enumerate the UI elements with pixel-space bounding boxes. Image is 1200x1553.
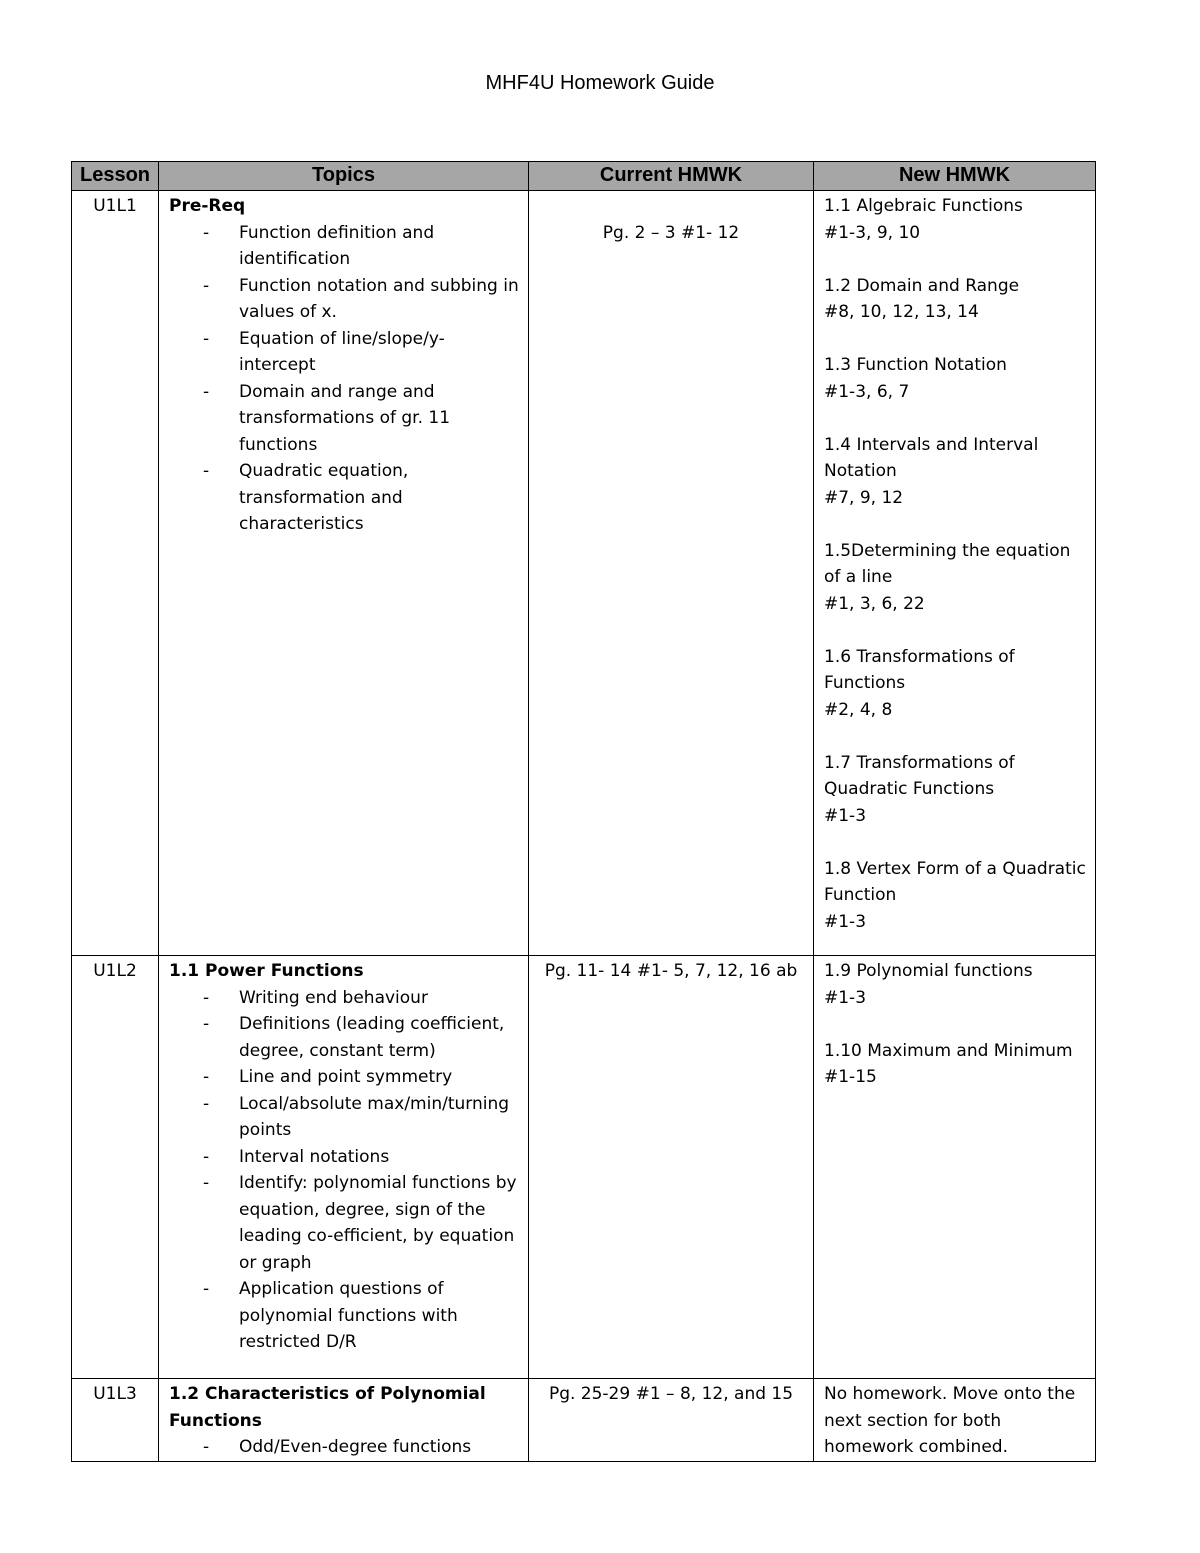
current-hmwk-cell <box>529 956 814 1379</box>
dash-bullet: - <box>203 1146 210 1167</box>
dash-bullet: - <box>203 222 210 243</box>
subtopic-text: Application questions of polynomial functions with restricted D/R <box>239 1279 458 1352</box>
subtopic-text: Odd/Even-degree functions <box>239 1437 472 1457</box>
subtopic-text: Definitions (leading coefficient, degree, constant term) <box>239 1014 505 1061</box>
subtopic-item <box>169 1011 520 1064</box>
assignment-block <box>824 538 1087 618</box>
topic-heading: 1.1 Power Functions <box>169 961 364 981</box>
subtopic-item <box>169 1144 520 1171</box>
dash-bullet: - <box>203 1437 210 1457</box>
subtopic-text: Interval notations <box>239 1146 390 1167</box>
subtopic-item <box>169 985 520 1012</box>
table-row <box>72 191 1096 956</box>
homework-table <box>71 161 1096 1462</box>
lesson-cell: U1L3 <box>72 1379 159 1462</box>
table-row <box>72 1379 1096 1462</box>
assignment-block <box>824 1038 1087 1091</box>
assignment-block <box>824 273 1087 326</box>
subtopic-text: Function notation and subbing in values of x. <box>239 275 519 322</box>
current-hmwk-text: Pg. 25-29 #1 – 8, 12, and 15 <box>548 1384 794 1404</box>
assignment-block <box>824 352 1087 405</box>
subtopic-item <box>169 1091 520 1144</box>
subtopic-item <box>169 1170 520 1276</box>
assignment-title: 1.4 Intervals and Interval Notation <box>824 434 1039 481</box>
assignment-title: 1.1 Algebraic Functions <box>824 196 1023 216</box>
subtopic-text: Writing end behaviour <box>239 987 428 1008</box>
subtopic-text: Identify: polynomial functions by equation, degree, sign of the leading co-efficient, by equation or graph <box>239 1173 517 1273</box>
assignment-title: 1.10 Maximum and Minimum <box>824 1040 1073 1061</box>
subtopic-text: Equation of line/slope/y-intercept <box>239 328 445 375</box>
current-hmwk-text: Pg. 11- 14 #1- 5, 7, 12, 16 ab <box>544 961 798 981</box>
subtopic-item <box>169 1276 520 1356</box>
assignment-questions: #1-3 <box>824 987 867 1008</box>
assignment-questions: #1-3, 6, 7 <box>824 381 910 402</box>
assignment-title: 1.2 Domain and Range <box>824 275 1020 296</box>
new-hmwk-cell <box>814 956 1096 1379</box>
dash-bullet: - <box>203 1093 210 1114</box>
assignment-questions: #1, 3, 6, 22 <box>824 593 925 614</box>
new-hmwk-cell <box>814 191 1096 956</box>
current-hmwk-cell <box>529 191 814 956</box>
column-header-lesson: Lesson <box>72 162 159 191</box>
column-header-topics: Topics <box>159 162 529 191</box>
current-hmwk-text: Pg. 2 – 3 #1- 12 <box>602 222 740 243</box>
assignment-title: 1.9 Polynomial functions <box>824 961 1033 981</box>
current-hmwk-cell <box>529 1379 814 1462</box>
subtopic-item <box>169 1064 520 1091</box>
topics-cell <box>159 956 529 1379</box>
subtopic-text: Quadratic equation, transformation and characteristics <box>239 461 409 534</box>
dash-bullet: - <box>203 381 210 402</box>
subtopic-text: Local/absolute max/min/turning points <box>239 1093 510 1140</box>
assignment-questions: #8, 10, 12, 13, 14 <box>824 302 979 322</box>
assignment-block <box>824 750 1087 830</box>
subtopic-text: Domain and range and transformations of gr. 11 functions <box>239 381 451 455</box>
topics-cell <box>159 1379 529 1462</box>
subtopic-list <box>169 220 520 538</box>
subtopic-item <box>169 326 520 379</box>
lesson-cell: U1L1 <box>72 191 159 956</box>
column-header-current-hmwk: Current HMWK <box>529 162 814 191</box>
new-hmwk-note: No homework. Move onto the next section for both homework combined. <box>824 1384 1076 1457</box>
subtopic-item <box>169 220 520 273</box>
dash-bullet: - <box>203 987 210 1008</box>
dash-bullet: - <box>203 1173 210 1193</box>
topic-heading: 1.2 Characteristics of Polynomial Functions <box>169 1384 486 1431</box>
assignment-block <box>824 193 1087 246</box>
table-header-row <box>72 162 1096 191</box>
assignment-title: 1.5Determining the equation of a line <box>824 540 1071 587</box>
assignment-questions: #2, 4, 8 <box>824 699 893 720</box>
column-header-new-hmwk: New HMWK <box>814 162 1096 191</box>
dash-bullet: - <box>203 1014 210 1034</box>
assignment-questions: #7, 9, 12 <box>824 487 904 508</box>
assignment-block <box>824 958 1087 1011</box>
subtopic-text: Function definition and identification <box>239 222 435 269</box>
assignment-questions: #1-3 <box>824 805 867 826</box>
assignment-questions: #1-3, 9, 10 <box>824 222 921 243</box>
document-title: MHF4U Homework Guide <box>485 72 715 94</box>
assignment-questions: #1-3 <box>824 911 867 932</box>
assignment-block <box>824 856 1087 936</box>
assignment-questions: #1-15 <box>824 1067 877 1087</box>
subtopic-item <box>169 458 520 538</box>
subtopic-text: Line and point symmetry <box>239 1067 453 1087</box>
assignment-title: 1.3 Function Notation <box>824 355 1007 375</box>
assignment-title: 1.8 Vertex Form of a Quadratic Function <box>824 858 1086 905</box>
subtopic-list <box>169 985 520 1356</box>
assignment-title: 1.6 Transformations of Functions <box>824 646 1015 693</box>
subtopic-item <box>169 379 520 459</box>
assignment-title: 1.7 Transformations of Quadratic Functions <box>824 752 1015 799</box>
dash-bullet: - <box>203 1067 210 1087</box>
dash-bullet: - <box>203 461 210 481</box>
assignment-block <box>824 644 1087 724</box>
topics-cell <box>159 191 529 956</box>
new-hmwk-cell <box>814 1379 1096 1462</box>
assignment-block <box>824 432 1087 512</box>
subtopic-item <box>169 273 520 326</box>
dash-bullet: - <box>203 275 210 296</box>
subtopic-item <box>169 1434 520 1461</box>
topic-heading: Pre-Req <box>169 196 246 216</box>
table-row <box>72 956 1096 1379</box>
dash-bullet: - <box>203 328 210 349</box>
dash-bullet: - <box>203 1279 210 1299</box>
subtopic-list <box>169 1434 520 1461</box>
lesson-cell: U1L2 <box>72 956 159 1379</box>
